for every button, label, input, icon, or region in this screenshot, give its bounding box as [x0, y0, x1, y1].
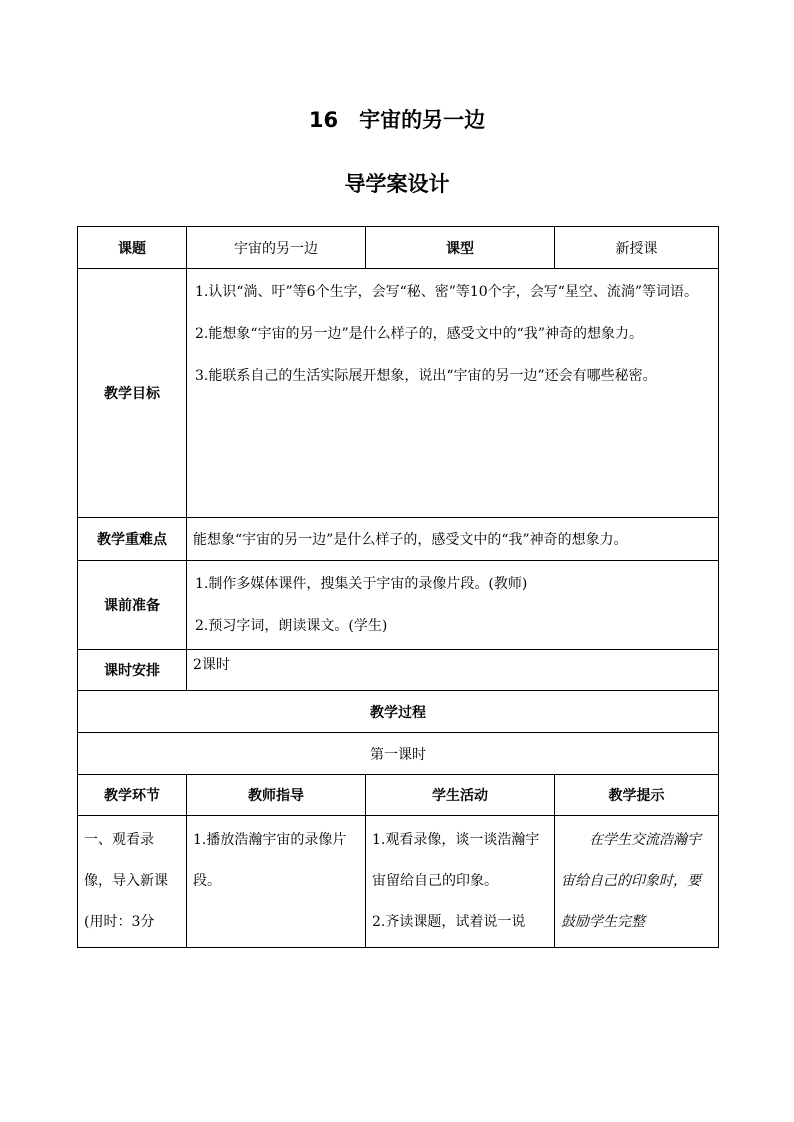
table-row: [78, 816, 719, 948]
lesson-plan-table: [77, 226, 719, 948]
teacher-cell: 1.播放浩瀚宇宙的录像片段。: [187, 816, 366, 948]
type-value: 新授课: [555, 227, 719, 269]
goals-label: 教学目标: [78, 269, 187, 518]
stage-cell: 一、观看录像，导入新课(用时：3分: [78, 816, 187, 948]
key-points-value: 能想象“宇宙的另一边”是什么样子的，感受文中的“我”神奇的想象力。: [187, 518, 719, 561]
lesson-heading: 第一课时: [78, 733, 719, 775]
col-header-hint: 教学提示: [555, 775, 719, 816]
hint-cell: 在学生交流浩瀚宇宙给自己的印象时，要鼓励学生完整: [555, 816, 719, 948]
goals-row: [78, 269, 719, 518]
schedule-label: 课时安排: [78, 650, 187, 691]
goal-item: 2.能想象“宇宙的另一边”是什么样子的，感受文中的“我”神奇的想象力。: [195, 326, 643, 342]
student-activity-item: 2.齐读课题，试着说一说: [372, 914, 526, 930]
student-activity-item: 1.观看录像，谈一谈浩瀚宇宙留给自己的印象。: [372, 832, 540, 889]
goal-item: 3.能联系自己的生活实际展开想象，说出“宇宙的另一边”还会有哪些秘密。: [195, 368, 657, 384]
schedule-value: 2课时: [187, 650, 719, 691]
topic-value: 宇宙的另一边: [187, 227, 366, 269]
col-header-stage: 教学环节: [78, 775, 187, 816]
lesson-row: [78, 733, 719, 775]
key-points-label: 教学重难点: [78, 518, 187, 561]
process-row: [78, 691, 719, 733]
goal-item: 1.认识“淌、吁”等6个生字，会写“秘、密”等10个字，会写“星空、流淌”等词语。: [195, 284, 699, 300]
student-cell: [366, 816, 555, 948]
topic-row: [78, 227, 719, 269]
goals-content: [187, 269, 719, 518]
col-header-student: 学生活动: [366, 775, 555, 816]
schedule-row: [78, 650, 719, 691]
lesson-title: 16 宇宙的另一边: [308, 108, 486, 132]
lesson-subtitle: 导学案设计: [344, 172, 450, 196]
process-heading: 教学过程: [78, 691, 719, 733]
preparation-item: 1.制作多媒体课件，搜集关于宇宙的录像片段。(教师): [195, 576, 528, 592]
column-header-row: [78, 775, 719, 816]
type-label: 课型: [366, 227, 555, 269]
col-header-teacher: 教师指导: [187, 775, 366, 816]
key-points-row: [78, 518, 719, 561]
preparation-item: 2.预习字词，朗读课文。(学生): [195, 618, 388, 634]
preparation-content: [187, 561, 719, 650]
topic-label: 课题: [78, 227, 187, 269]
preparation-label: 课前准备: [78, 561, 187, 650]
preparation-row: [78, 561, 719, 650]
